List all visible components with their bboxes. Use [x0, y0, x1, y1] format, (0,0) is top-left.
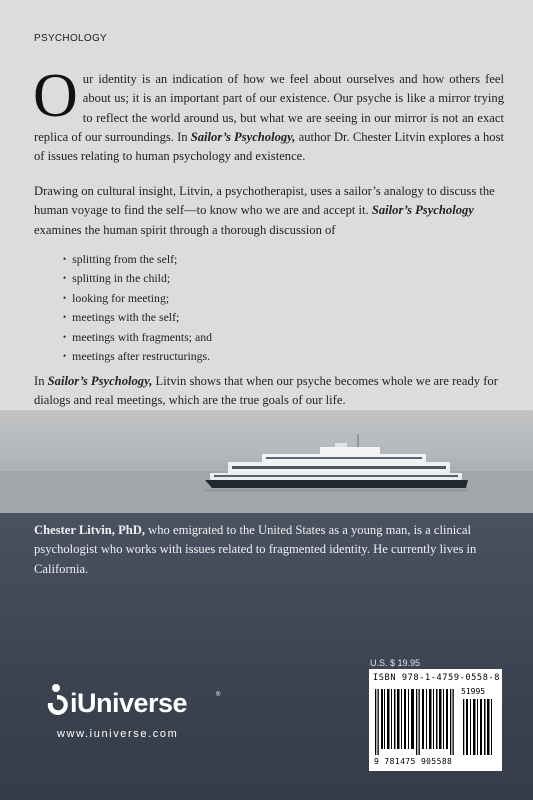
book-title-italic: Sailor’s Psychology: [371, 203, 474, 218]
list-item: • meetings after restructurings.: [63, 347, 212, 366]
isbn-barcode: [369, 669, 502, 771]
ferry-photo: [0, 410, 533, 513]
barcode-bars: [375, 689, 497, 755]
second-paragraph: [34, 182, 504, 240]
price-code: 51995: [461, 687, 486, 696]
ferry-illustration: [0, 410, 533, 513]
author-name: Chester Litvin, PhD,: [34, 523, 146, 537]
price-label: U.S. $ 19.95: [370, 658, 421, 668]
book-title-italic: Sailor’s Psychology,: [190, 129, 296, 144]
iuniverse-logo-icon: [44, 684, 70, 721]
drop-cap: O: [33, 62, 78, 130]
list-item: • meetings with fragments; and: [63, 328, 212, 347]
isbn-digits: 9 781475 905588: [374, 757, 453, 766]
book-title-italic: Sailor’s Psychology,: [47, 374, 153, 388]
intro-text-1: ur identity is an indication of how we feel about ourselves and how others feel about us; it is an important part of our existence. Our psyche is like a mirror trying to reflect the world around us, but what we are seeing in our mirror is not an exact replica of our surroundings. In: [34, 72, 504, 144]
list-item: • looking for meeting;: [63, 289, 212, 308]
author-bio: [34, 521, 504, 579]
p2-text-1: Drawing on cultural insight, Litvin, a psychotherapist, uses a sailor’s analogy to discuss the human voyage to find the self—to know who we are and accept it.: [34, 184, 495, 218]
closing-paragraph: [34, 372, 504, 411]
publisher-url: www.iuniverse.com: [57, 728, 179, 740]
intro-paragraph: [33, 62, 504, 166]
category-label: PSYCHOLOGY: [34, 33, 108, 44]
list-item: • meetings with the self;: [63, 308, 212, 327]
list-item: • splitting in the child;: [63, 269, 212, 288]
isbn-label: ISBN 978-1-4759-0558-8: [373, 673, 501, 683]
p2-text-2: examines the human spirit through a thorough discussion of: [34, 222, 336, 237]
author-bio-text: who emigrated to the United States as a young man, is a clinical psychologist who works with issues related to fragmented identity. He currently lives in California.: [34, 523, 477, 576]
publisher-name: iUniverse: [70, 688, 188, 718]
p3-text-2: Litvin shows that when our psyche becomes whole we are ready for dialogs and real meetings, which are the true goals of our life.: [34, 374, 498, 408]
intro-text-2: author Dr. Chester Litvin explores a host of issues relating to human psychology and existence.: [34, 129, 504, 164]
p3-text-1: In: [34, 374, 48, 388]
registered-mark: ®: [216, 692, 221, 698]
list-item: • splitting from the self;: [63, 250, 212, 269]
topic-list: [63, 250, 212, 366]
